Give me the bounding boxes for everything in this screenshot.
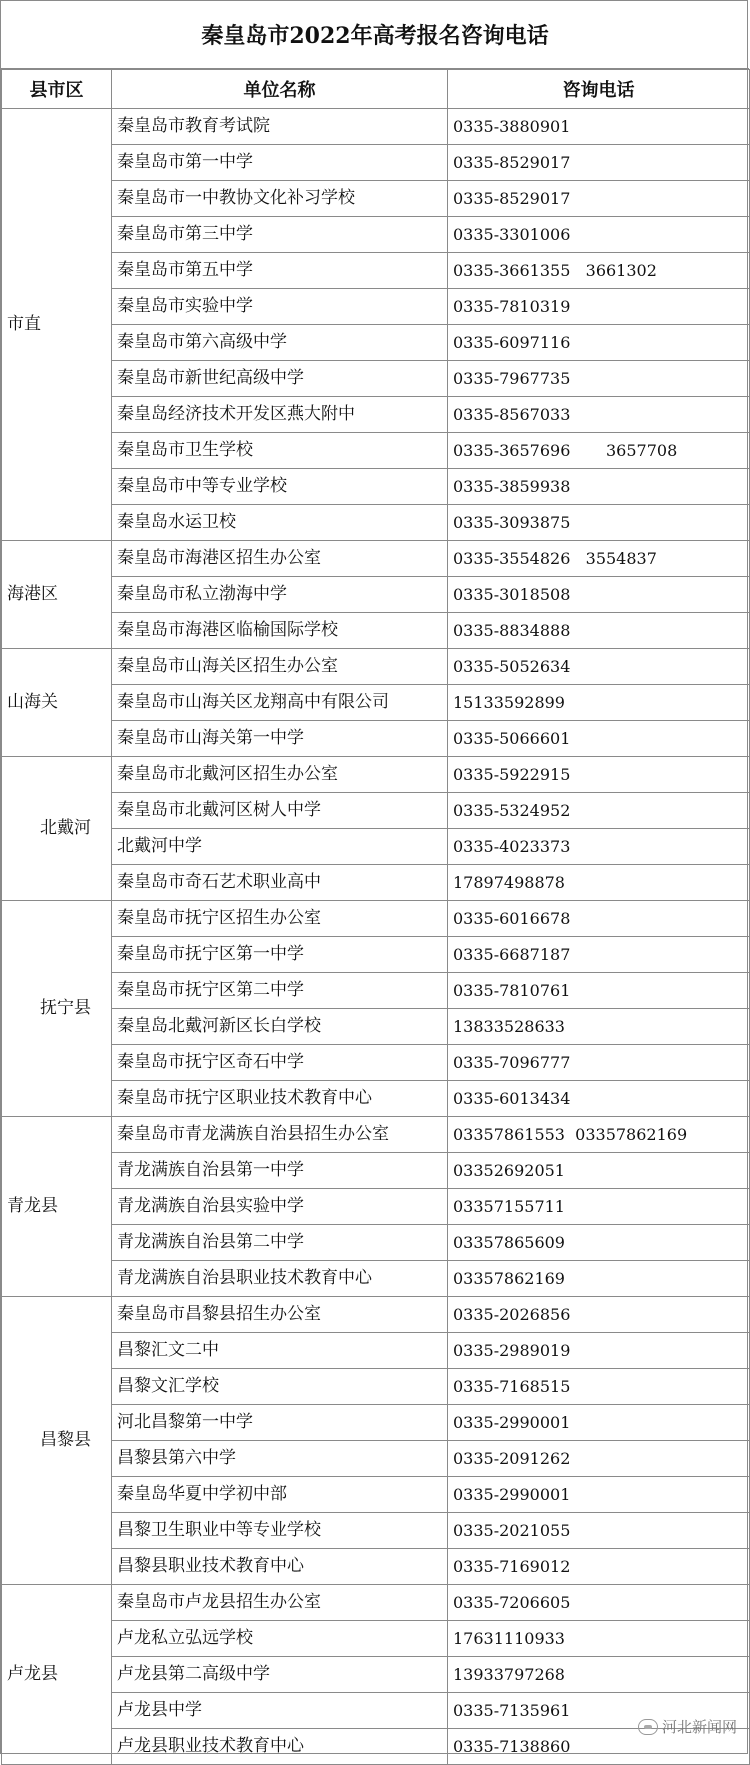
phone-cell: 0335-8529017 bbox=[448, 181, 750, 217]
unit-name-cell: 卢龙县职业技术教育中心 bbox=[112, 1729, 448, 1765]
header-phone: 咨询电话 bbox=[448, 70, 750, 109]
table-row bbox=[2, 1513, 750, 1549]
district-cell: 北戴河 bbox=[2, 757, 112, 901]
phone-cell: 0335-6687187 bbox=[448, 937, 750, 973]
unit-name-cell: 青龙满族自治县第二中学 bbox=[112, 1225, 448, 1261]
unit-name-cell: 秦皇岛市海港区招生办公室 bbox=[112, 541, 448, 577]
table-row bbox=[2, 577, 750, 613]
table-row bbox=[2, 1189, 750, 1225]
phone-cell: 0335-7169012 bbox=[448, 1549, 750, 1585]
phone-cell: 17897498878 bbox=[448, 865, 750, 901]
unit-name-cell: 秦皇岛经济技术开发区燕大附中 bbox=[112, 397, 448, 433]
unit-name-cell: 秦皇岛市抚宁区招生办公室 bbox=[112, 901, 448, 937]
phone-cell: 0335-2990001 bbox=[448, 1477, 750, 1513]
unit-name-cell: 秦皇岛市教育考试院 bbox=[112, 109, 448, 145]
phone-cell: 0335-2990001 bbox=[448, 1405, 750, 1441]
unit-name-cell: 秦皇岛市山海关区招生办公室 bbox=[112, 649, 448, 685]
hotline-table bbox=[1, 69, 750, 1765]
unit-name-cell: 昌黎县第六中学 bbox=[112, 1441, 448, 1477]
table-row bbox=[2, 397, 750, 433]
unit-name-cell: 秦皇岛市第一中学 bbox=[112, 145, 448, 181]
unit-name-cell: 秦皇岛市昌黎县招生办公室 bbox=[112, 1297, 448, 1333]
table-header-row bbox=[2, 70, 750, 109]
table-row bbox=[2, 1081, 750, 1117]
table-row bbox=[2, 685, 750, 721]
phone-cell: 0335-2021055 bbox=[448, 1513, 750, 1549]
table-row bbox=[2, 289, 750, 325]
unit-name-cell: 秦皇岛市海港区临榆国际学校 bbox=[112, 613, 448, 649]
unit-name-cell: 秦皇岛市抚宁区职业技术教育中心 bbox=[112, 1081, 448, 1117]
table-row bbox=[2, 181, 750, 217]
phone-cell: 0335-3301006 bbox=[448, 217, 750, 253]
phone-cell: 0335-5066601 bbox=[448, 721, 750, 757]
table-row bbox=[2, 361, 750, 397]
table-row bbox=[2, 541, 750, 577]
phone-cell: 0335-7168515 bbox=[448, 1369, 750, 1405]
table-row bbox=[2, 325, 750, 361]
table-row bbox=[2, 1477, 750, 1513]
table-row bbox=[2, 757, 750, 793]
unit-name-cell: 青龙满族自治县实验中学 bbox=[112, 1189, 448, 1225]
watermark-text: 河北新闻网 bbox=[661, 1718, 737, 1736]
header-unit: 单位名称 bbox=[112, 70, 448, 109]
unit-name-cell: 昌黎县职业技术教育中心 bbox=[112, 1549, 448, 1585]
phone-cell: 0335-3859938 bbox=[448, 469, 750, 505]
table-row bbox=[2, 1621, 750, 1657]
table-row bbox=[2, 973, 750, 1009]
table-row bbox=[2, 1117, 750, 1153]
unit-name-cell: 秦皇岛北戴河新区长白学校 bbox=[112, 1009, 448, 1045]
table-row bbox=[2, 937, 750, 973]
phone-cell: 0335-3657696 3657708 bbox=[448, 433, 750, 469]
table-row bbox=[2, 1405, 750, 1441]
phone-cell: 0335-6097116 bbox=[448, 325, 750, 361]
phone-cell: 0335-7206605 bbox=[448, 1585, 750, 1621]
phone-cell: 03352692051 bbox=[448, 1153, 750, 1189]
table-row bbox=[2, 433, 750, 469]
table-row bbox=[2, 1333, 750, 1369]
unit-name-cell: 秦皇岛水运卫校 bbox=[112, 505, 448, 541]
district-cell: 市直 bbox=[2, 109, 112, 541]
phone-cell: 0335-7138860 bbox=[448, 1729, 750, 1765]
unit-name-cell: 河北昌黎第一中学 bbox=[112, 1405, 448, 1441]
unit-name-cell: 北戴河中学 bbox=[112, 829, 448, 865]
district-cell: 山海关 bbox=[2, 649, 112, 757]
table-row bbox=[2, 1225, 750, 1261]
unit-name-cell: 秦皇岛市卫生学校 bbox=[112, 433, 448, 469]
table-row bbox=[2, 721, 750, 757]
unit-name-cell: 秦皇岛市抚宁区第二中学 bbox=[112, 973, 448, 1009]
table-row bbox=[2, 1369, 750, 1405]
table-row bbox=[2, 901, 750, 937]
unit-name-cell: 秦皇岛市一中教协文化补习学校 bbox=[112, 181, 448, 217]
unit-name-cell: 秦皇岛市北戴河区招生办公室 bbox=[112, 757, 448, 793]
phone-cell: 0335-4023373 bbox=[448, 829, 750, 865]
unit-name-cell: 秦皇岛市奇石艺术职业高中 bbox=[112, 865, 448, 901]
unit-name-cell: 秦皇岛市抚宁区奇石中学 bbox=[112, 1045, 448, 1081]
phone-cell: 0335-5052634 bbox=[448, 649, 750, 685]
table-row bbox=[2, 793, 750, 829]
watermark bbox=[638, 1716, 737, 1737]
phone-cell: 0335-2091262 bbox=[448, 1441, 750, 1477]
phone-cell: 0335-2989019 bbox=[448, 1333, 750, 1369]
phone-cell: 0335-7096777 bbox=[448, 1045, 750, 1081]
table-row bbox=[2, 109, 750, 145]
table-row bbox=[2, 469, 750, 505]
unit-name-cell: 昌黎卫生职业中等专业学校 bbox=[112, 1513, 448, 1549]
district-cell: 昌黎县 bbox=[2, 1297, 112, 1585]
phone-cell: 0335-7135961 bbox=[448, 1693, 750, 1729]
phone-cell: 0335-3880901 bbox=[448, 109, 750, 145]
phone-cell: 0335-6013434 bbox=[448, 1081, 750, 1117]
unit-name-cell: 卢龙县第二高级中学 bbox=[112, 1657, 448, 1693]
phone-cell: 03357865609 bbox=[448, 1225, 750, 1261]
table-row bbox=[2, 649, 750, 685]
unit-name-cell: 秦皇岛市实验中学 bbox=[112, 289, 448, 325]
phone-cell: 13933797268 bbox=[448, 1657, 750, 1693]
table-row bbox=[2, 829, 750, 865]
phone-cell: 0335-5324952 bbox=[448, 793, 750, 829]
unit-name-cell: 秦皇岛市卢龙县招生办公室 bbox=[112, 1585, 448, 1621]
unit-name-cell: 秦皇岛市山海关区龙翔高中有限公司 bbox=[112, 685, 448, 721]
table-row bbox=[2, 1009, 750, 1045]
table-row bbox=[2, 865, 750, 901]
unit-name-cell: 秦皇岛华夏中学初中部 bbox=[112, 1477, 448, 1513]
district-cell: 青龙县 bbox=[2, 1117, 112, 1297]
phone-cell: 13833528633 bbox=[448, 1009, 750, 1045]
unit-name-cell: 秦皇岛市私立渤海中学 bbox=[112, 577, 448, 613]
phone-cell: 0335-3093875 bbox=[448, 505, 750, 541]
header-district: 县市区 bbox=[2, 70, 112, 109]
phone-cell: 0335-7967735 bbox=[448, 361, 750, 397]
table-row bbox=[2, 505, 750, 541]
phone-cell: 0335-8567033 bbox=[448, 397, 750, 433]
page-title: 秦皇岛市2022年高考报名咨询电话 bbox=[1, 1, 749, 69]
phone-cell: 0335-6016678 bbox=[448, 901, 750, 937]
table-row bbox=[2, 217, 750, 253]
unit-name-cell: 秦皇岛市山海关第一中学 bbox=[112, 721, 448, 757]
district-cell: 海港区 bbox=[2, 541, 112, 649]
district-cell: 卢龙县 bbox=[2, 1585, 112, 1765]
phone-cell: 17631110933 bbox=[448, 1621, 750, 1657]
unit-name-cell: 秦皇岛市抚宁区第一中学 bbox=[112, 937, 448, 973]
phone-cell: 15133592899 bbox=[448, 685, 750, 721]
phone-cell: 0335-5922915 bbox=[448, 757, 750, 793]
unit-name-cell: 青龙满族自治县第一中学 bbox=[112, 1153, 448, 1189]
table-row bbox=[2, 253, 750, 289]
phone-cell: 0335-7810761 bbox=[448, 973, 750, 1009]
phone-cell: 0335-3018508 bbox=[448, 577, 750, 613]
unit-name-cell: 秦皇岛市青龙满族自治县招生办公室 bbox=[112, 1117, 448, 1153]
table-row bbox=[2, 1045, 750, 1081]
unit-name-cell: 青龙满族自治县职业技术教育中心 bbox=[112, 1261, 448, 1297]
table-row bbox=[2, 613, 750, 649]
table-row bbox=[2, 1441, 750, 1477]
unit-name-cell: 秦皇岛市北戴河区树人中学 bbox=[112, 793, 448, 829]
table-row bbox=[2, 145, 750, 181]
phone-cell: 0335-3554826 3554837 bbox=[448, 541, 750, 577]
phone-cell: 03357862169 bbox=[448, 1261, 750, 1297]
phone-cell: 0335-8529017 bbox=[448, 145, 750, 181]
phone-cell: 0335-3661355 3661302 bbox=[448, 253, 750, 289]
table-row bbox=[2, 1549, 750, 1585]
phone-cell: 03357861553 03357862169 bbox=[448, 1117, 750, 1153]
phone-cell: 0335-2026856 bbox=[448, 1297, 750, 1333]
phone-cell: 0335-7810319 bbox=[448, 289, 750, 325]
unit-name-cell: 秦皇岛市第六高级中学 bbox=[112, 325, 448, 361]
table-body bbox=[2, 109, 750, 1765]
unit-name-cell: 秦皇岛市第三中学 bbox=[112, 217, 448, 253]
unit-name-cell: 秦皇岛市新世纪高级中学 bbox=[112, 361, 448, 397]
phone-cell: 03357155711 bbox=[448, 1189, 750, 1225]
table-row bbox=[2, 1657, 750, 1693]
unit-name-cell: 秦皇岛市第五中学 bbox=[112, 253, 448, 289]
table-row bbox=[2, 1261, 750, 1297]
unit-name-cell: 卢龙县中学 bbox=[112, 1693, 448, 1729]
unit-name-cell: 卢龙私立弘远学校 bbox=[112, 1621, 448, 1657]
unit-name-cell: 秦皇岛市中等专业学校 bbox=[112, 469, 448, 505]
wechat-icon bbox=[638, 1719, 658, 1735]
table-row bbox=[2, 1153, 750, 1189]
unit-name-cell: 昌黎文汇学校 bbox=[112, 1369, 448, 1405]
phone-cell: 0335-8834888 bbox=[448, 613, 750, 649]
table-row bbox=[2, 1297, 750, 1333]
table-row bbox=[2, 1585, 750, 1621]
district-cell: 抚宁县 bbox=[2, 901, 112, 1117]
unit-name-cell: 昌黎汇文二中 bbox=[112, 1333, 448, 1369]
